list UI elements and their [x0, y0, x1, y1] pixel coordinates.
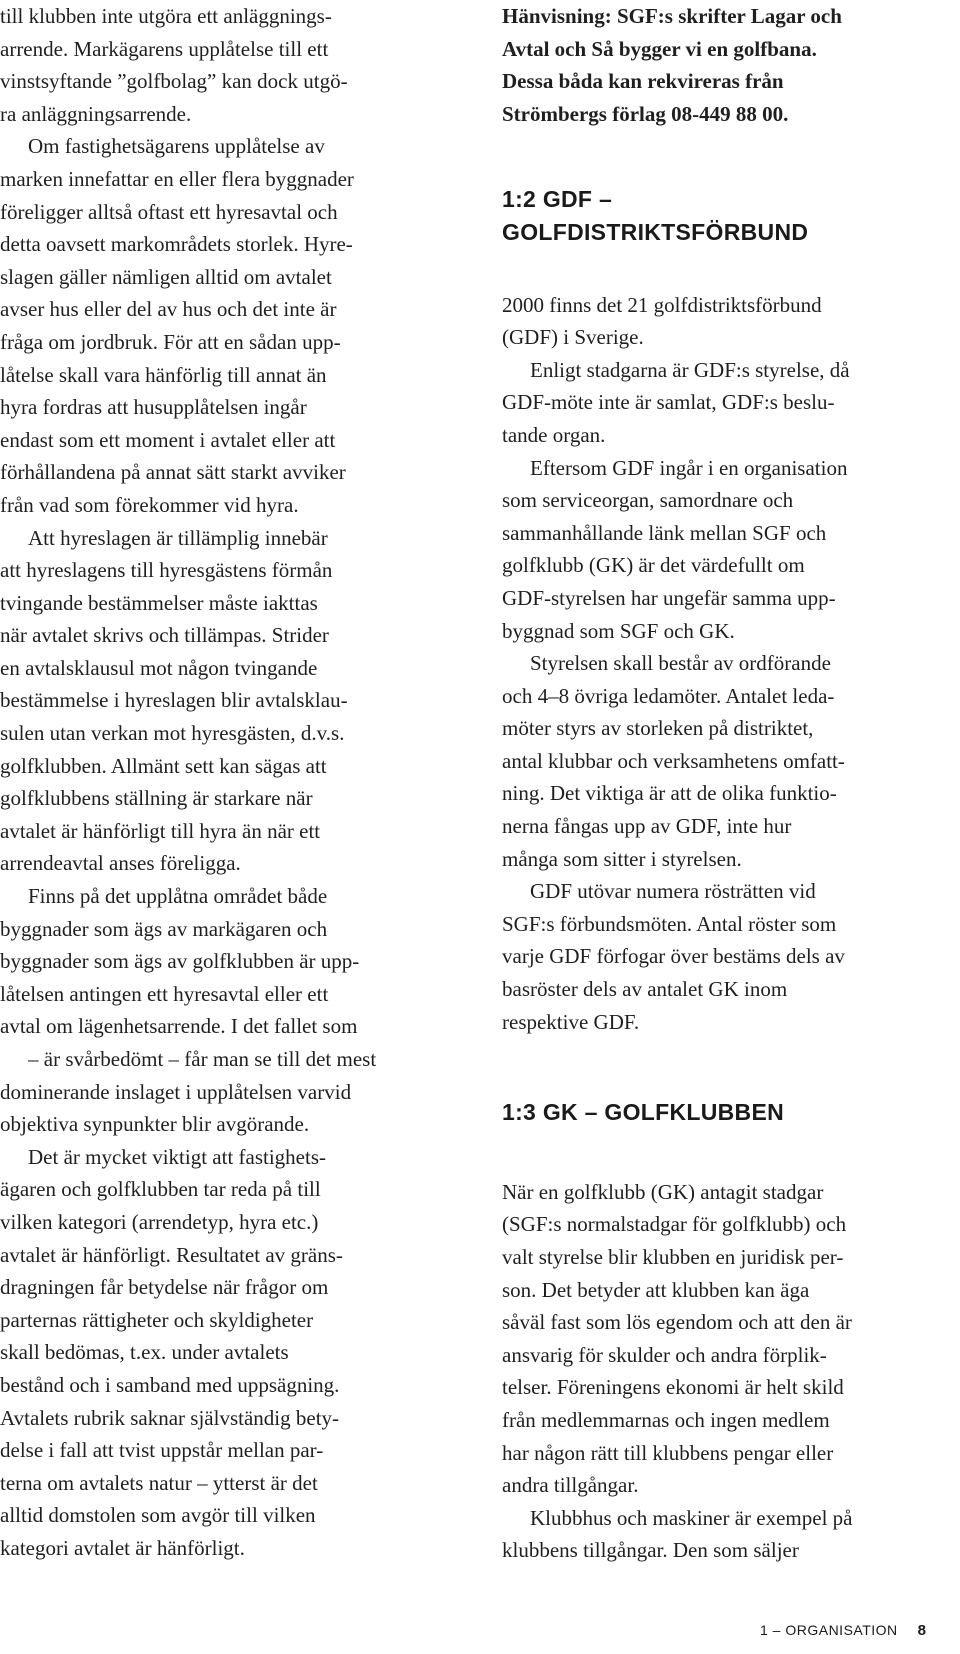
text-line: byggnader som ägs av markägaren och: [0, 916, 328, 941]
text-line: dragningen får betydelse när frågor om: [0, 1275, 329, 1300]
text-line: terna om avtalets natur – ytterst är det: [0, 1470, 318, 1495]
text-line: 2000 finns det 21 golfdistriktsförbund: [502, 292, 822, 317]
text-line: parternas rättigheter och skyldigheter: [0, 1307, 314, 1332]
text-line: nerna fångas upp av GDF, inte hur: [502, 814, 792, 839]
page-footer: [760, 1622, 926, 1639]
text-line: låtelsen antingen ett hyresavtal eller ett: [0, 981, 329, 1006]
text-line: en avtalsklausul mot någon tvingande: [0, 655, 318, 680]
text-line: kategori avtalet är hänförligt.: [0, 1535, 245, 1560]
note-line: Strömbergs förlag 08-449 88 00.: [502, 101, 789, 126]
text-line: detta oavsett markområdets storlek. Hyre-: [0, 232, 353, 257]
spacer: [502, 249, 960, 289]
text-line: arrende. Markägarens upplåtelse till ett: [0, 36, 329, 61]
section-body-gdf: [502, 289, 960, 1039]
text-line: bestånd och i samband med uppsägning.: [0, 1372, 340, 1397]
text-line: skall bedömas, t.ex. under avtalets: [0, 1340, 289, 1365]
spacer: [502, 1129, 960, 1176]
text-line: sammanhållande länk mellan SGF och: [502, 520, 827, 545]
text-line: tvingande bestämmelser måste iakttas: [0, 590, 318, 615]
text-line: varje GDF förfogar över bestäms dels av: [502, 944, 845, 969]
text-line: såväl fast som lös egendom och att den är: [502, 1310, 852, 1335]
text-line: låtelse skall vara hänförlig till annat än: [0, 362, 327, 387]
text-line: GDF-möte inte är samlat, GDF:s beslu-: [502, 390, 835, 415]
text-line: ansvarig för skulder och andra förplik-: [502, 1342, 827, 1367]
note-line: Avtal och Så bygger vi en golfbana.: [502, 36, 817, 61]
right-column: [502, 0, 960, 1567]
text-line: arrendeavtal anses föreligga.: [0, 851, 241, 876]
text-line: möter styrs av storleken på distriktet,: [502, 716, 814, 741]
text-line: att hyreslagens till hyresgästens förmån: [0, 558, 333, 583]
text-line: till klubben inte utgöra ett anläggnings-: [0, 4, 332, 28]
heading-line: GOLFDISTRIKTSFÖRBUND: [502, 218, 809, 245]
text-line: avser hus eller del av hus och det inte är: [0, 297, 337, 322]
text-line: basröster dels av antalet GK inom: [502, 977, 788, 1002]
text-line: många som sitter i styrelsen.: [502, 846, 742, 871]
text-line: sulen utan verkan mot hyresgästen, d.v.s.: [0, 721, 345, 746]
text-line: från medlemmarnas och ingen medlem: [502, 1407, 830, 1432]
note-line: Hänvisning: SGF:s skrifter Lagar och: [502, 4, 842, 28]
text-line: telser. Föreningens ekonomi är helt skild: [502, 1375, 844, 1400]
text-line: SGF:s förbundsmöten. Antal röster som: [502, 911, 837, 936]
text-line: byggnad som SGF och GK.: [502, 618, 735, 643]
text-line: ning. Det viktiga är att de olika funktio-: [502, 781, 837, 806]
page-number: 8: [917, 1622, 926, 1639]
text-line: avtalet är hänförligt. Resultatet av gräns-: [0, 1242, 343, 1267]
text-line: alltid domstolen som avgör till vilken: [0, 1503, 316, 1528]
text-line: ra anläggningsarrende.: [0, 101, 192, 126]
text-line: Det är mycket viktigt att fastighets-: [28, 1144, 326, 1169]
text-line: son. Det betyder att klubben kan äga: [502, 1277, 810, 1302]
text-line: GDF utövar numera rösträtten vid: [530, 879, 816, 904]
text-line: Finns på det upplåtna området både: [28, 884, 328, 909]
text-line: klubbens tillgångar. Den som säljer: [502, 1538, 799, 1563]
note-line: Dessa båda kan rekvireras från: [502, 69, 784, 94]
text-line: avtalet är hänförligt till hyra än när ett: [0, 818, 321, 843]
text-line: fråga om jordbruk. För att en sådan upp-: [0, 329, 341, 354]
text-line: Enligt stadgarna är GDF:s styrelse, då: [530, 357, 850, 382]
text-line: har någon rätt till klubbens pengar eller: [502, 1440, 834, 1465]
left-column: [0, 0, 460, 1565]
text-line: bestämmelse i hyreslagen blir avtalsklau-: [0, 688, 348, 713]
text-line: avtal om lägenhetsarrende. I det fallet som: [0, 1014, 358, 1039]
text-line: förhållandena på annat sätt starkt avviker: [0, 460, 346, 485]
text-line: Om fastighetsägarens upplåtelse av: [28, 134, 325, 159]
spacer: [502, 1038, 960, 1096]
section-heading-gdf: [502, 183, 960, 248]
text-line: golfklubb (GK) är det värdefullt om: [502, 553, 805, 578]
text-line: tande organ.: [502, 422, 606, 447]
text-line: golfklubben. Allmänt sett kan sägas att: [0, 753, 327, 778]
text-line: delse i fall att tvist uppstår mellan par-: [0, 1438, 324, 1463]
text-line: Klubbhus och maskiner är exempel på: [530, 1505, 853, 1530]
text-line: ägaren och golfklubben tar reda på till: [0, 1177, 321, 1202]
text-line: Att hyreslagen är tillämplig innebär: [28, 525, 328, 550]
text-line: från vad som förekommer vid hyra.: [0, 492, 299, 517]
text-line: Eftersom GDF ingår i en organisation: [530, 455, 848, 480]
spacer: [502, 130, 960, 183]
text-line: (SGF:s normalstadgar för golfklubb) och: [502, 1212, 847, 1237]
text-line: byggnader som ägs av golfklubben är upp-: [0, 949, 360, 974]
section-body-gk: [502, 1176, 960, 1567]
text-line: vinstsyftande ”golfbolag” kan dock utgö-: [0, 69, 348, 94]
text-line: vilken kategori (arrendetyp, hyra etc.): [0, 1209, 319, 1234]
text-line: (GDF) i Sverige.: [502, 325, 644, 350]
text-line: Styrelsen skall består av ordförande: [530, 651, 831, 676]
text-line: golfklubbens ställning är starkare när: [0, 786, 313, 811]
text-line: och 4–8 övriga ledamöter. Antalet leda-: [502, 683, 835, 708]
text-line: – är svårbedömt – får man se till det mest: [28, 1047, 377, 1071]
text-line: valt styrelse blir klubben en juridisk per-: [502, 1245, 844, 1269]
text-line: marken innefattar en eller flera byggnader: [0, 166, 354, 191]
text-line: Avtalets rubrik saknar självständig bety-: [0, 1405, 340, 1430]
text-line: endast som ett moment i avtalet eller att: [0, 427, 336, 452]
text-line: respektive GDF.: [502, 1009, 640, 1034]
text-line: När en golfklubb (GK) antagit stadgar: [502, 1179, 824, 1204]
text-line: GDF-styrelsen har ungefär samma upp-: [502, 585, 836, 610]
reference-note: [502, 0, 960, 130]
text-line: objektiva synpunkter blir avgörande.: [0, 1112, 310, 1137]
text-line: hyra fordras att husupplåtelsen ingår: [0, 395, 307, 420]
text-line: föreligger alltså oftast ett hyresavtal och: [0, 199, 338, 224]
text-line: antal klubbar och verksamhetens omfatt-: [502, 748, 845, 773]
heading-line: 1:2 GDF –: [502, 186, 613, 213]
text-line: dominerande inslaget i upplåtelsen varvid: [0, 1079, 352, 1104]
footer-section-label: 1 – ORGANISATION: [759, 1622, 898, 1638]
text-line: när avtalet skrivs och tillämpas. Strider: [0, 623, 329, 648]
text-line: andra tillgångar.: [502, 1473, 639, 1498]
section-heading-gk: 1:3 GK – GOLFKLUBBEN: [502, 1099, 785, 1126]
text-line: slagen gäller nämligen alltid om avtalet: [0, 264, 332, 289]
text-line: som serviceorgan, samordnare och: [502, 488, 794, 513]
